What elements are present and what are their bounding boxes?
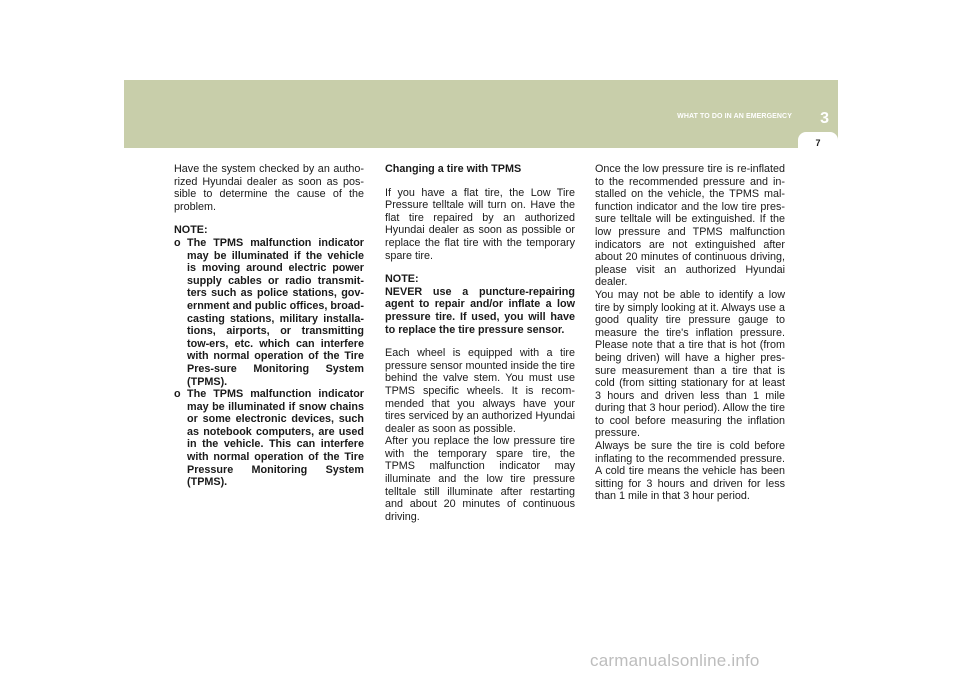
paragraph: After you replace the low pressure tire with the temporary spare tire, the TPMS malfunction indicator may illuminate and the low tire pressure telltale still illuminate after restarting and about 20 minutes of continuous driving. [385,435,575,523]
note-item [174,388,364,489]
note-text: The TPMS malfunction indicator may be illuminated if snow chains or some electronic devices, such as notebook computers, are used in the vehicle. This can interfere with normal operation of the Tire Pressure Monitoring System (TPMS). [187,388,364,489]
paragraph: If you have a flat tire, the Low Tire Pressure telltale will turn on. Have the flat tire repaired by an authorized Hyundai dealer as soon as possible or replace the flat tire with the temporary spare tire. [385,186,575,262]
note-title: NOTE: [385,273,419,286]
page-number-tab [798,132,838,148]
note-list [174,237,364,489]
page-number: 7 [815,138,821,148]
header-band [124,80,838,148]
section-heading: Changing a tire with TPMS [385,163,522,175]
bullet-marker: o [174,388,181,401]
paragraph: You may not be able to identify a low tire by simply looking at it. Always use a good quality tire pressure gauge to measure the tire's inflation pressure. Please note that a tire that is hot (from being driven) will have a higher pres-sure measurement than a tire that is cold (from sitting stationary for at least 3 hours and driven less than 1 mile during that 3 hour period). Allow the tire to cool before measuring the inflation pressure. [595,288,785,440]
note-item [174,237,364,388]
note-body: NEVER use a puncture-repairing agent to repair and/or inflate a low pressure tire. If used, you will have to replace the tire pressure sensor. [385,285,575,336]
section-label: WHAT TO DO IN AN EMERGENCY [677,113,792,120]
watermark: carmanualsonline.info [590,651,760,670]
column-middle [385,163,575,523]
note-title: NOTE: [174,224,208,237]
paragraph: Each wheel is equipped with a tire pressure sensor mounted inside the tire behind the valve stem. You must use TPMS specific wheels. It is recom-mended that you always have your tires serviced by an authorized Hyundai dealer as soon as possible. [385,347,575,435]
column-right [595,163,785,503]
paragraph: Always be sure the tire is cold before inflating to the recommended pressure. A cold tire means the vehicle has been sitting for 3 hours and driven for less than 1 mile in that 3 hour period. [595,440,785,503]
paragraph: Once the low pressure tire is re-inflated to the recommended pressure and in-stalled on the vehicle, the TPMS mal-function indicator and the low tire pres-sure telltale will be extinguished. If the low pressure and TPMS malfunction indicators are not extinguished after about 20 minutes of continuous driving, please visit an authorized Hyundai dealer. [595,163,785,289]
chapter-number: 3 [820,110,829,127]
column-left [174,163,364,489]
note-text: The TPMS malfunction indicator may be illuminated if the vehicle is moving around electric power supply cables or radio transmit-ters such as police stations, gov-ernment and public offices, broad-casting stations, military installa-tions, airports, or transmitting tow-ers, etc. which can interfere with normal operation of the Tire Pres-sure Monitoring System (TPMS). [187,236,364,388]
intro-paragraph: Have the system checked by an autho-rized Hyundai dealer as soon as pos-sible to determine the cause of the problem. [174,163,364,213]
bullet-marker: o [174,236,181,249]
